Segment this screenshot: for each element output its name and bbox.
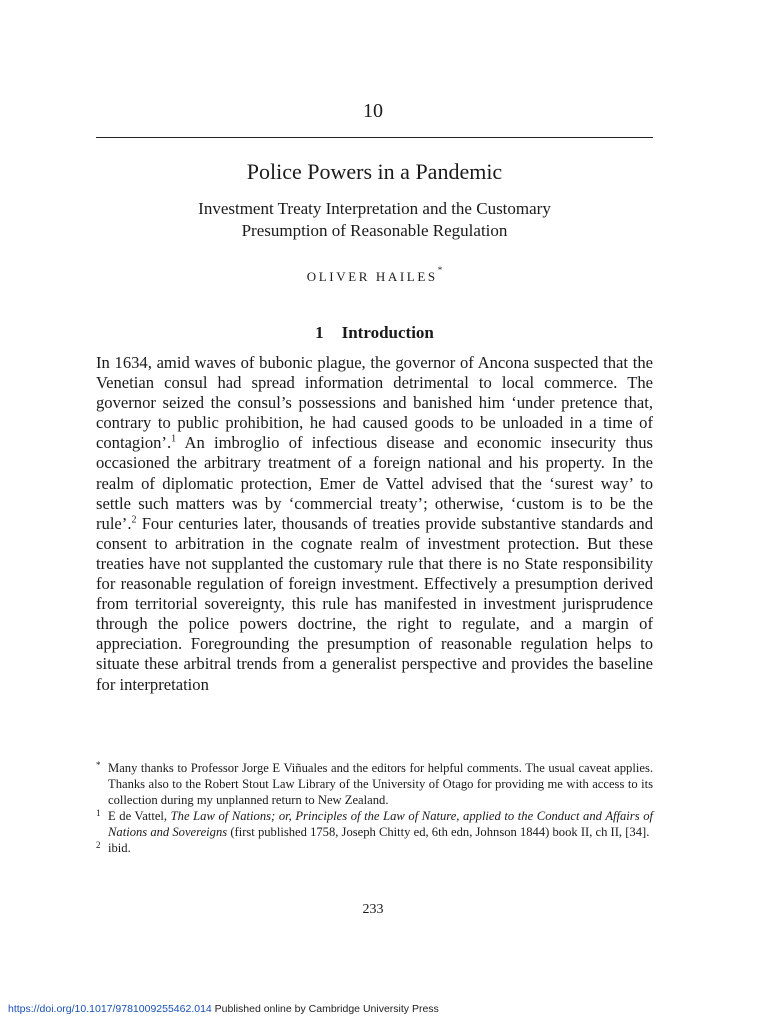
footnote-star-mark: * (96, 760, 101, 770)
title-rule (96, 137, 653, 138)
footnote-star-text: Many thanks to Professor Jorge E Viñuales and the editors for helpful comments. The usual caveat applies. Thanks also to the Robert Stout Law Library of the University of Otago for providing me with access to its collection during my unplanned return to New Zealand. (108, 761, 653, 807)
footnote-ref-1: 1 (171, 433, 177, 445)
chapter-title: Police Powers in a Pandemic (246, 159, 503, 184)
footnote-1-post: (first published 1758, Joseph Chitty ed, 6th edn, Johnson 1844) book II, ch II, [34]. (227, 825, 650, 839)
footnote-star (96, 760, 653, 808)
author-name (96, 265, 653, 285)
author-name-text: OLIVER HAILES (306, 269, 438, 284)
footnote-1 (96, 808, 653, 840)
body-paragraph (96, 353, 653, 695)
footnote-1-book-title: The Law of Nations; or, Principles of the Law of Nature, applied to the Conduct and Affairs of Nations and Sovereigns (108, 809, 653, 839)
body-text-part-2: An imbroglio of infectious disease and economic insecurity thus occasioned the arbitrary treatment of a foreign national and his property. In the realm of diplomatic protection, Emer de Vattel advised that the ‘surest way’ to settle such matters was by ‘commercial treaty’; otherwise, ‘custom is to be the rule’. (96, 433, 653, 533)
subtitle-line-2: Presumption of Reasonable Regulation (241, 221, 508, 240)
footnote-2-text: ibid. (108, 841, 131, 855)
section-heading (96, 323, 653, 343)
author-footnote-mark: * (437, 265, 443, 275)
chapter-subtitle (96, 198, 653, 242)
section-title: Introduction (341, 323, 434, 342)
body-text-part-1: In 1634, amid waves of bubonic plague, the governor of Ancona suspected that the Venetian consul had spread information detrimental to local commerce. The governor seized the consul’s possessions and banished him ‘under pretence that, contrary to public prohibition, he had caused goods to be unloaded in a time of contagion’. (96, 353, 653, 453)
body-text-part-3: Four centuries later, thousands of treaties provide substantive standards and consent to arbitration in the cognate realm of investment protection. But these treaties have not supplanted the customary rule that there is no State responsibility for reasonable regulation of foreign investment. Effectively a presumption derived from territorial sovereignty, this rule has manifested in investment jurisprudence through the police powers doctrine, the right to regulate, and a margin of appreciation. Foregrounding the presumption of reasonable regulation helps to situate these arbitral trends from a generalist perspective and provides the baseline for interpretation (96, 513, 653, 694)
publisher-footer (8, 1003, 439, 1015)
subtitle-line-1: Investment Treaty Interpretation and the Customary (198, 199, 551, 218)
doi-link[interactable]: https://doi.org/10.1017/9781009255462.014 (8, 1003, 212, 1015)
chapter-number: 10 (363, 100, 383, 122)
footnote-2 (96, 840, 653, 856)
footnote-ref-2: 2 (131, 514, 137, 526)
page-number: 233 (362, 902, 384, 917)
section-number: 1 (315, 323, 324, 342)
footnote-2-mark: 2 (96, 840, 101, 850)
footnote-1-pre: E de Vattel, (108, 809, 171, 823)
footnotes (96, 760, 653, 856)
footnote-1-mark: 1 (96, 808, 101, 818)
published-online-text: Published online by Cambridge University Press (211, 1003, 439, 1015)
